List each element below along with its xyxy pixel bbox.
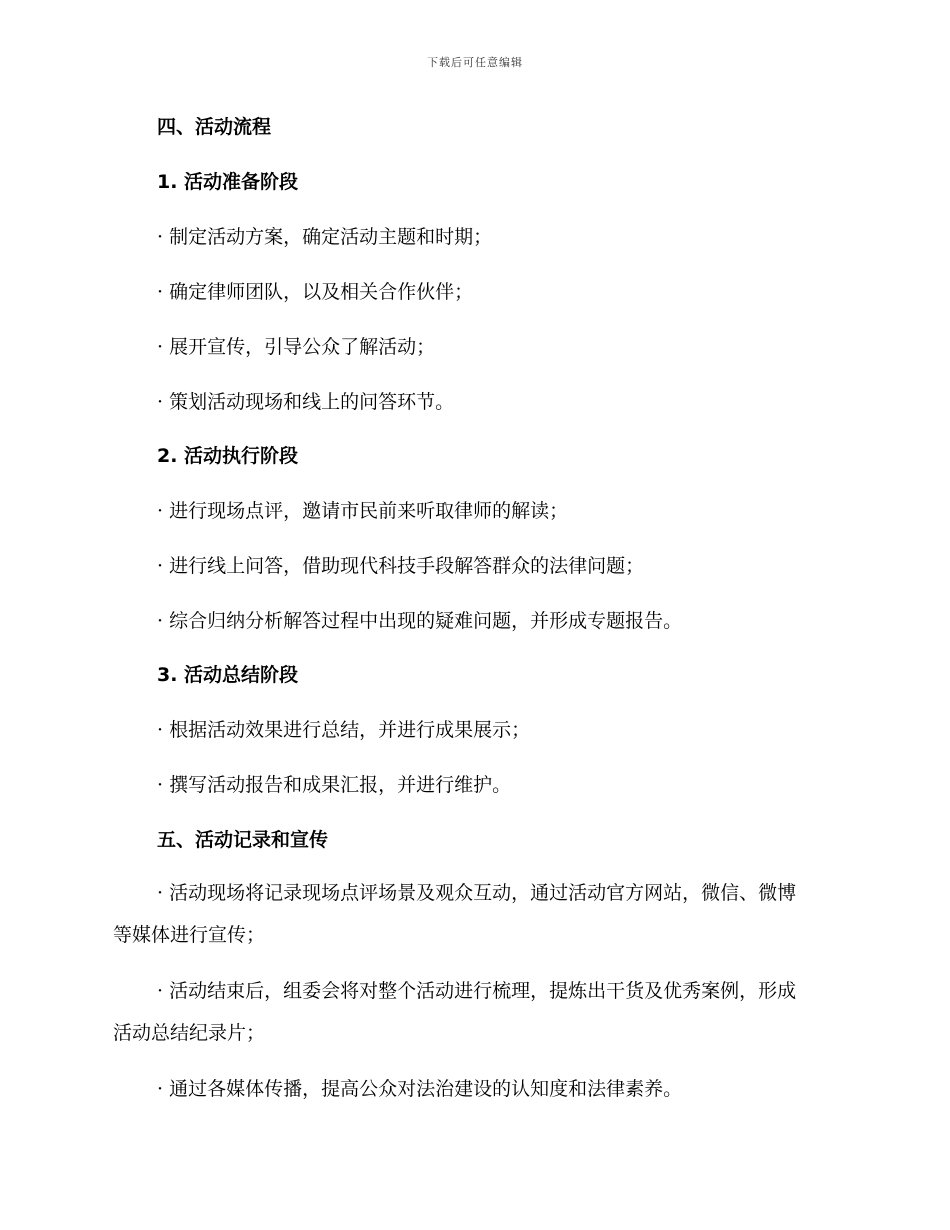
stage3-item-2: · 撰写活动报告和成果汇报，并进行维护。 [157, 774, 512, 796]
stage1-item-1: · 制定活动方案，确定活动主题和时期； [157, 226, 493, 248]
stage3-item-1: · 根据活动效果进行总结，并进行成果展示； [157, 719, 531, 741]
section5-paragraph-1: · 活动现场将记录现场点评场景及观众互动，通过活动官方网站，微信、微博等媒体进行宣传； [113, 882, 797, 946]
stage2-item-2: · 进行线上问答，借助现代科技手段解答群众的法律问题； [157, 555, 645, 577]
section5-title: 五、活动记录和宣传 [157, 829, 329, 851]
section5-paragraph-2: · 活动结束后，组委会将对整个活动进行梳理，提炼出干货及优秀案例，形成活动总结纪录片； [113, 980, 797, 1044]
stage1-item-3: · 展开宣传，引导公众了解活动； [157, 336, 436, 358]
stage2-item-1: · 进行现场点评，邀请市民前来听取律师的解读； [157, 500, 569, 522]
stage1-item-2: · 确定律师团队，以及相关合作伙伴； [157, 281, 474, 303]
stage2-title: 2. 活动执行阶段 [157, 445, 299, 467]
stage3-title: 3. 活动总结阶段 [157, 664, 299, 686]
section5-paragraph-3: · 通过各媒体传播，提高公众对法治建设的认知度和法律素养。 [157, 1078, 683, 1100]
stage1-title: 1. 活动准备阶段 [157, 171, 299, 193]
stage2-item-3: · 综合归纳分析解答过程中出现的疑难问题，并形成专题报告。 [157, 610, 683, 632]
stage1-item-4: · 策划活动现场和线上的问答环节。 [157, 391, 455, 413]
section4-title: 四、活动流程 [157, 116, 272, 138]
header-note: 下载后可任意编辑 [427, 56, 523, 69]
